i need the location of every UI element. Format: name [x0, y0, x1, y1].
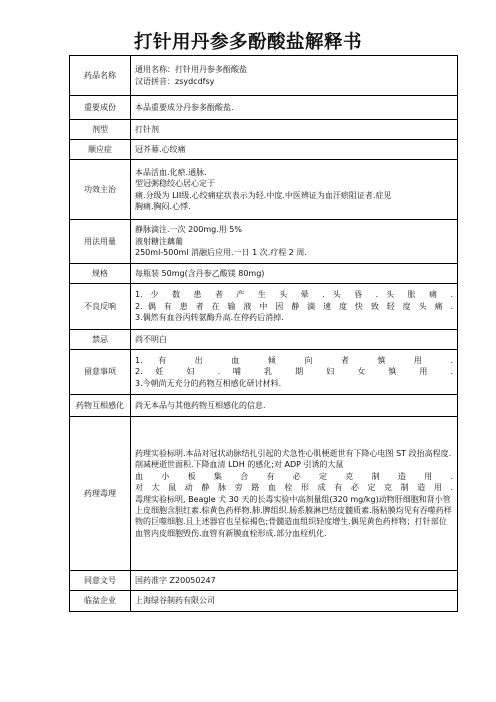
table-row	[70, 220, 458, 264]
row-content	[131, 571, 458, 591]
row-content	[131, 160, 458, 220]
row-label: 不良反响	[70, 284, 131, 330]
row-content	[131, 120, 458, 140]
table-row	[70, 120, 458, 140]
content-line: 血 小 板 集 合 有 必 定 克 制 造 用 .	[135, 471, 453, 481]
table-row	[70, 330, 458, 350]
content-line: 尚不明白	[135, 334, 167, 344]
row-label: 功效主治	[70, 160, 131, 220]
row-label: 同意文号	[70, 571, 131, 591]
content-line: 胸痛.胸闷.心悸.	[135, 201, 191, 211]
table-row	[70, 264, 458, 284]
row-content	[131, 264, 458, 284]
content-line: 国药准字 Z20050247	[135, 575, 216, 585]
table-row	[70, 284, 458, 330]
content-line: 液射糖注藕葡	[135, 236, 183, 246]
content-line: 3.今朝尚无充分的药物互相感化研讨材料.	[135, 378, 282, 388]
content-line: 对 大 鼠 动 静 脉 旁 路 血 栓 形 成 有 必 定 克 制 造 用 .	[135, 483, 453, 493]
table-row	[70, 56, 458, 96]
table-row	[70, 350, 458, 395]
row-content	[131, 417, 458, 571]
row-content	[131, 140, 458, 160]
row-label: 顺应症	[70, 140, 131, 160]
content-line: 2. 妊 妇 . 哺 乳 期 妇 女 慎 用 .	[135, 367, 453, 377]
content-line: 每瓶装 50mg(含丹参乙酸镁 80mg)	[135, 268, 265, 278]
row-label: 药品名称	[70, 56, 131, 96]
content-line: 1. 有 出 血 倾 向 者 慎 用 .	[135, 355, 453, 365]
row-content	[131, 284, 458, 330]
content-line: 型冠粥稳绞心居心定于	[135, 179, 215, 189]
content-line: 3.偶然有血谷丙转氨酶升高.在停药后消掉.	[135, 313, 284, 323]
content-line: 打针剂	[135, 124, 159, 134]
table-row	[70, 417, 458, 571]
content-line: 上海绿谷制药有限公司	[135, 596, 215, 606]
row-label: 留意事项	[70, 350, 131, 395]
row-label: 重要成份	[70, 96, 131, 120]
document-title: 打针用丹参多酚酸盐解释书	[133, 32, 362, 53]
row-label: 禁忌	[70, 330, 131, 350]
row-content	[131, 56, 458, 96]
content-line: 通用名称：打针用丹参多酚酸盐	[135, 65, 247, 75]
table-row	[70, 140, 458, 160]
content-line: 痛.分级为 LII级.心绞痛症状表示为轻.中度.中医辨证为血汗瘀阻证者.症见	[135, 190, 392, 200]
table-row	[70, 395, 458, 417]
table-row	[70, 160, 458, 220]
drug-info-table	[69, 55, 458, 612]
table-row	[70, 591, 458, 612]
row-content	[131, 220, 458, 264]
row-content	[131, 350, 458, 395]
content-line: 汉语拼音：zsydcdfsy	[135, 76, 215, 86]
row-label: 用法用量	[70, 220, 131, 264]
table-row	[70, 571, 458, 591]
row-label: 剂型	[70, 120, 131, 140]
row-content	[131, 330, 458, 350]
row-content	[131, 96, 458, 120]
table-row	[70, 96, 458, 120]
content-line: 250ml-500ml 消融后应用.一日 1 次.疗程 2 周.	[135, 248, 307, 258]
row-content	[131, 395, 458, 417]
content-line: 2. 偶 有 患 者 在 输 液 中 因 静 滴 速 度 快 致 轻 度 头 痛 .	[135, 301, 453, 311]
content-line: 本品活血.化瘀.通脉.	[135, 167, 207, 177]
content-line: 静脉滴注.一次 200mg.用 5%	[135, 225, 243, 235]
content-line: 冠芥幕.心绞痛	[135, 144, 186, 154]
row-label: 临盆企业	[70, 591, 131, 612]
row-label: 规格	[70, 264, 131, 284]
row-content	[131, 591, 458, 612]
row-label: 药理毒理	[70, 417, 131, 571]
content-line: 本品重要成分丹参多酚酸盐.	[135, 102, 234, 112]
row-label: 药物互相感化	[70, 395, 131, 417]
content-line: 药理实验标明.本品对冠状动脉结扎引起的犬急性心肌梗逝世有下降心电图 ST 段抬高程度.削减梗逝世面积.下降血清 LDH 的感化;对 ADP 引诱的大鼠	[135, 448, 452, 470]
content-line: 尚无本品与其他药物互相感化的信息.	[135, 400, 266, 410]
content-line: 毒理实验标明, Beagle 犬 30 天的长毒实验中高剂量组(320 mg/kg)动物肝细胞和肾小管上皮细胞含胆红素.棕黄色药样物.肺.脾组织.肠系膜淋巴结皮髓质素.肠粘膜均见有吞噬药样物的巨噬细胞.且上述器官也呈棕褐色;骨髓造血组织轻度增生.偶见黄色药样物；打针部位血管内皮细胞毁伤.血管有新膜血栓形成.部分血栓机化.	[135, 494, 452, 538]
content-line: 1. 少 数 患 者 产 生 头 晕 . 头 昏 . 头 胀 痛 .	[135, 290, 453, 300]
